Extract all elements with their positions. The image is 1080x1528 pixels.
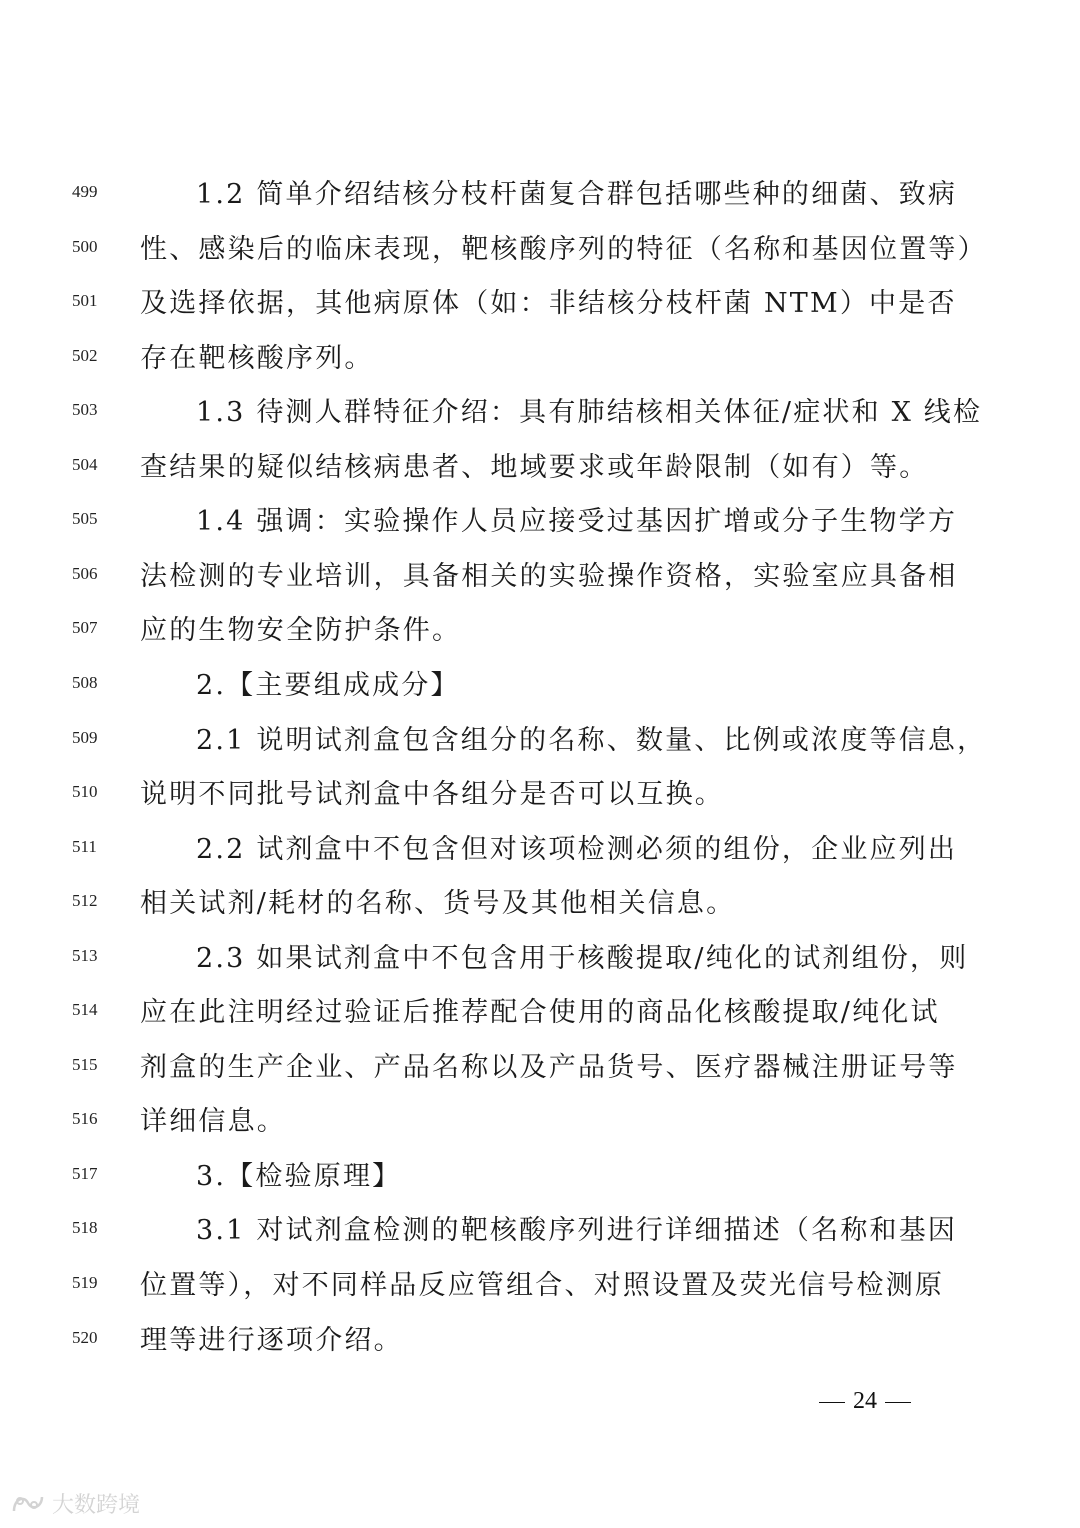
text-line — [0, 659, 1080, 713]
text-line — [0, 495, 1080, 549]
dash-right — [885, 1402, 911, 1403]
text-line — [0, 1259, 1080, 1313]
watermark-text: 大数跨境 — [52, 1492, 141, 1518]
text-line — [0, 768, 1080, 822]
brand-logo-icon — [10, 1491, 46, 1515]
line-text: 应的生物安全防护条件。 — [140, 615, 462, 647]
line-number: 517 — [72, 1163, 98, 1183]
line-text: 1.4 强调：实验操作人员应接受过基因扩增或分子生物学方 — [196, 506, 958, 538]
text-line — [0, 168, 1080, 222]
line-number: 509 — [72, 727, 98, 747]
line-text: 1.2 简单介绍结核分枝杆菌复合群包括哪些种的细菌、致病 — [196, 179, 958, 210]
dash-left — [819, 1402, 845, 1403]
line-text: 2.2 试剂盒中不包含但对该项检测必须的组份，企业应列出 — [196, 833, 958, 865]
line-number: 501 — [72, 291, 98, 311]
page-number — [810, 1388, 920, 1415]
line-text: 2.1 说明试剂盒包含组分的名称、数量、比例或浓度等信息， — [196, 724, 987, 756]
text-line — [0, 823, 1080, 877]
line-number: 502 — [72, 345, 98, 365]
text-line — [0, 386, 1080, 440]
line-text: 位置等），对不同样品反应管组合、对照设置及荧光信号检测原 — [140, 1270, 945, 1301]
line-number: 516 — [72, 1109, 98, 1129]
text-line — [0, 932, 1080, 986]
line-number: 508 — [72, 672, 98, 692]
line-text: 应在此注明经过验证后推荐配合使用的商品化核酸提取/纯化试 — [140, 997, 940, 1029]
line-text: 及选择依据，其他病原体（如：非结核分枝杆菌 NTM）中是否 — [140, 288, 957, 320]
line-number: 520 — [72, 1327, 98, 1347]
line-text: 相关试剂/耗材的名称、货号及其他相关信息。 — [140, 888, 736, 920]
text-line — [0, 441, 1080, 495]
line-text: 3.1 对试剂盒检测的靶核酸序列进行详细描述（名称和基因 — [196, 1215, 958, 1247]
line-number: 519 — [72, 1273, 98, 1292]
line-text: 详细信息。 — [140, 1106, 286, 1138]
text-line — [0, 986, 1080, 1040]
line-number: 510 — [72, 782, 98, 802]
text-line — [0, 1095, 1080, 1149]
line-text: 3.【检验原理】 — [196, 1160, 402, 1192]
text-line — [0, 223, 1080, 277]
page-number-value: 24 — [853, 1388, 877, 1414]
line-text: 法检测的专业培训，具备相关的实验操作资格，实验室应具备相 — [140, 560, 958, 592]
line-text: 理等进行逐项介绍。 — [140, 1324, 403, 1356]
line-number: 513 — [72, 945, 98, 965]
text-line — [0, 1150, 1080, 1204]
line-text: 2.3 如果试剂盒中不包含用于核酸提取/纯化的试剂组份，则 — [196, 942, 969, 974]
watermark — [10, 1488, 140, 1518]
line-text: 1.3 待测人群特征介绍：具有肺结核相关体征/症状和 X 线检 — [196, 397, 983, 429]
line-number: 512 — [72, 891, 98, 911]
text-line — [0, 1204, 1080, 1258]
line-number: 514 — [72, 1000, 98, 1020]
line-number: 503 — [72, 400, 98, 420]
text-line — [0, 1041, 1080, 1095]
line-number: 500 — [72, 236, 98, 256]
line-text: 性、感染后的临床表现，靶核酸序列的特征（名称和基因位置等） — [140, 233, 987, 265]
line-number: 506 — [72, 563, 98, 583]
text-line — [0, 877, 1080, 931]
text-line — [0, 277, 1080, 331]
text-line — [0, 604, 1080, 658]
text-line — [0, 550, 1080, 604]
text-line — [0, 332, 1080, 386]
text-line — [0, 1314, 1080, 1368]
line-text: 说明不同批号试剂盒中各组分是否可以互换。 — [140, 779, 724, 811]
line-number: 518 — [72, 1218, 98, 1238]
line-number: 515 — [72, 1054, 98, 1074]
line-text: 查结果的疑似结核病患者、地域要求或年龄限制（如有）等。 — [140, 451, 929, 483]
line-text: 剂盒的生产企业、产品名称以及产品货号、医疗器械注册证号等 — [140, 1051, 958, 1083]
line-number: 504 — [72, 454, 98, 474]
line-number: 499 — [72, 182, 98, 201]
line-number: 507 — [72, 618, 98, 638]
text-line — [0, 714, 1080, 768]
line-number: 505 — [72, 509, 98, 529]
line-text: 存在靶核酸序列。 — [140, 342, 374, 374]
line-number: 511 — [72, 836, 97, 856]
line-text: 2.【主要组成成分】 — [196, 669, 460, 701]
